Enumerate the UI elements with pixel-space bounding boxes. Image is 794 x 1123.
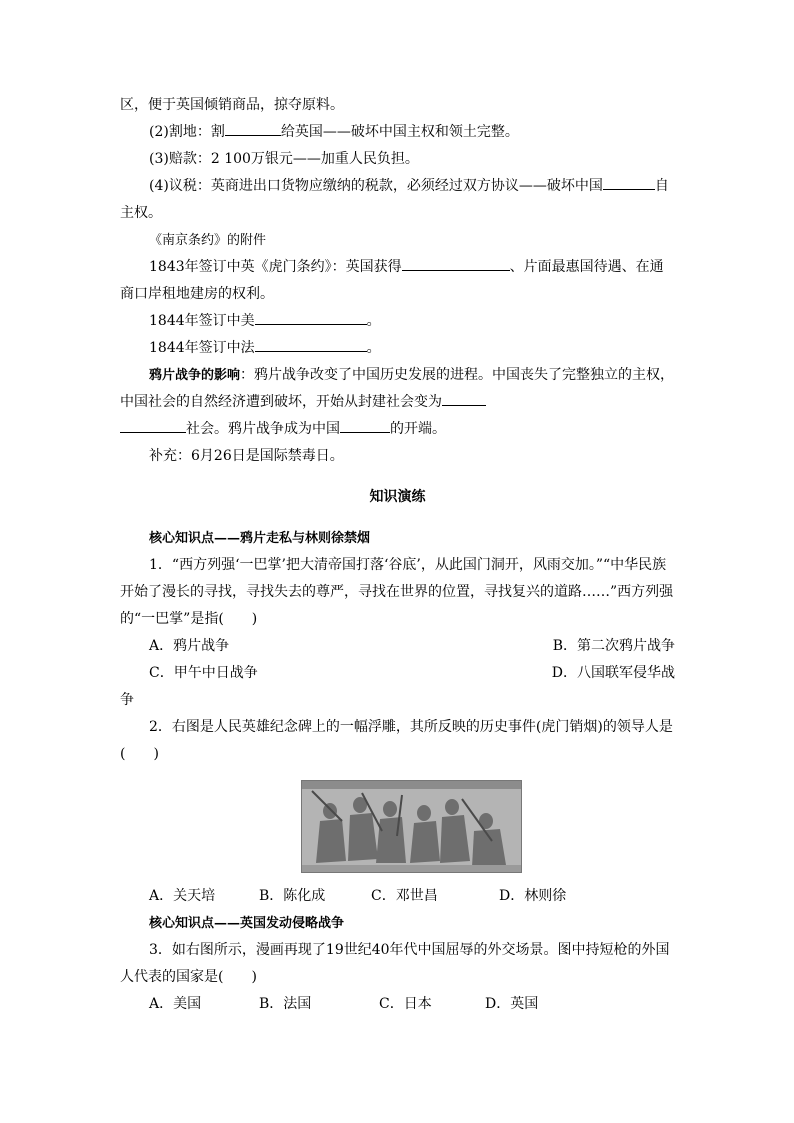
option-c[interactable]: C．日本 [379, 996, 432, 1012]
answer-blank[interactable] [340, 417, 390, 433]
option-a[interactable]: A．美国 [149, 996, 202, 1012]
option-b[interactable]: B．法国 [259, 996, 312, 1012]
text-segment: 自 [654, 178, 669, 194]
text-line [120, 173, 675, 200]
answer-blank[interactable] [120, 417, 186, 433]
text-line: 补充：6月26日是国际禁毒日。 [149, 448, 344, 464]
text-line [120, 335, 675, 362]
question-3-options-row [120, 991, 675, 1018]
text-segment: 1844年签订中美 [149, 313, 255, 329]
document-page [120, 92, 675, 1018]
bold-label: 鸦片战争的影响 [149, 368, 241, 383]
answer-blank[interactable] [402, 255, 510, 271]
text-line [120, 308, 675, 335]
option-d-continuation: 争 [120, 692, 134, 708]
option-c[interactable]: C．邓世昌 [371, 888, 438, 904]
option-b[interactable]: B．第二次鸦片战争 [552, 638, 675, 654]
answer-blank[interactable] [603, 174, 655, 190]
question-2-line: ( ) [120, 746, 159, 762]
text-line [120, 416, 675, 443]
text-line: 区，便于英国倾销商品，掠夺原料。 [120, 97, 344, 113]
question-1-options-row [120, 633, 675, 660]
knowledge-point-heading: 核心知识点——鸦片走私与林则徐禁烟 [149, 531, 371, 546]
option-a[interactable]: A．鸦片战争 [149, 638, 230, 654]
text-segment: (4)议税：英商进出口货物应缴纳的税款，必须经过双方协议——破坏中国 [149, 178, 603, 194]
text-segment: 给英国——破坏中国主权和领土完整。 [280, 124, 519, 140]
text-segment: (2)割地：割 [149, 124, 225, 140]
text-line [120, 254, 675, 281]
text-line: 主权。 [120, 205, 162, 221]
text-line [120, 119, 675, 146]
question-1-line: 开始了漫长的寻找，寻找失去的尊严，寻找在世界的位置，寻找复兴的道路……”西方列强 [120, 584, 674, 600]
answer-blank[interactable] [442, 390, 486, 406]
answer-blank[interactable] [255, 309, 367, 325]
section-title: 知识演练 [369, 489, 426, 505]
knowledge-point-heading: 核心知识点——英国发动侵略战争 [149, 916, 345, 931]
answer-blank[interactable] [255, 336, 367, 352]
question-2-line: 2．右图是人民英雄纪念碑上的一幅浮雕，其所反映的历史事件(虎门销烟)的领导人是 [149, 719, 673, 735]
text-line: (3)赔款：2 100万银元——加重人民负担。 [149, 151, 419, 167]
section-label: 《南京条约》的附件 [149, 233, 267, 248]
question-3-line: 3．如右图所示，漫画再现了19世纪40年代中国屈辱的外交场景。图中持短枪的外国 [149, 942, 670, 958]
text-segment: 。 [366, 340, 381, 356]
text-line [120, 362, 675, 389]
answer-blank[interactable] [225, 120, 281, 136]
question-1-options-row [120, 660, 675, 687]
relief-figures-graphic [302, 781, 521, 872]
text-segment: 、片面最惠国待遇、在通 [509, 259, 664, 275]
option-a[interactable]: A．关天培 [149, 888, 216, 904]
option-d[interactable]: D．英国 [485, 996, 539, 1012]
option-d[interactable]: D．八国联军侵华战 [551, 665, 675, 681]
text-segment: 中国社会的自然经济遭到破坏，开始从封建社会变为 [120, 394, 442, 410]
text-segment: 的开端。 [390, 421, 446, 437]
option-c[interactable]: C．甲午中日战争 [149, 665, 258, 681]
text-segment: 。 [366, 313, 381, 329]
question-1-line: 的“一巴掌”是指( ) [120, 611, 258, 627]
question-1-line: 1．“西方列强‘一巴掌’把大清帝国打落‘谷底’，从此国门洞开，风雨交加。”“中华民族 [149, 557, 667, 573]
text-segment: 1844年签订中法 [149, 340, 255, 356]
text-line [120, 389, 675, 416]
text-segment: ：鸦片战争改变了中国历史发展的进程。中国丧失了完整独立的主权， [240, 367, 675, 383]
text-segment: 社会。鸦片战争成为中国 [186, 421, 340, 437]
relief-sculpture-image [301, 780, 522, 873]
question-3-line: 人代表的国家是( ) [120, 969, 257, 985]
text-segment: 1843年签订中英《虎门条约》：英国获得 [149, 259, 402, 275]
text-line: 商口岸租地建房的权利。 [120, 286, 274, 302]
option-d[interactable]: D．林则徐 [499, 888, 567, 904]
question-2-options-row [120, 883, 675, 910]
option-b[interactable]: B．陈化成 [259, 888, 326, 904]
